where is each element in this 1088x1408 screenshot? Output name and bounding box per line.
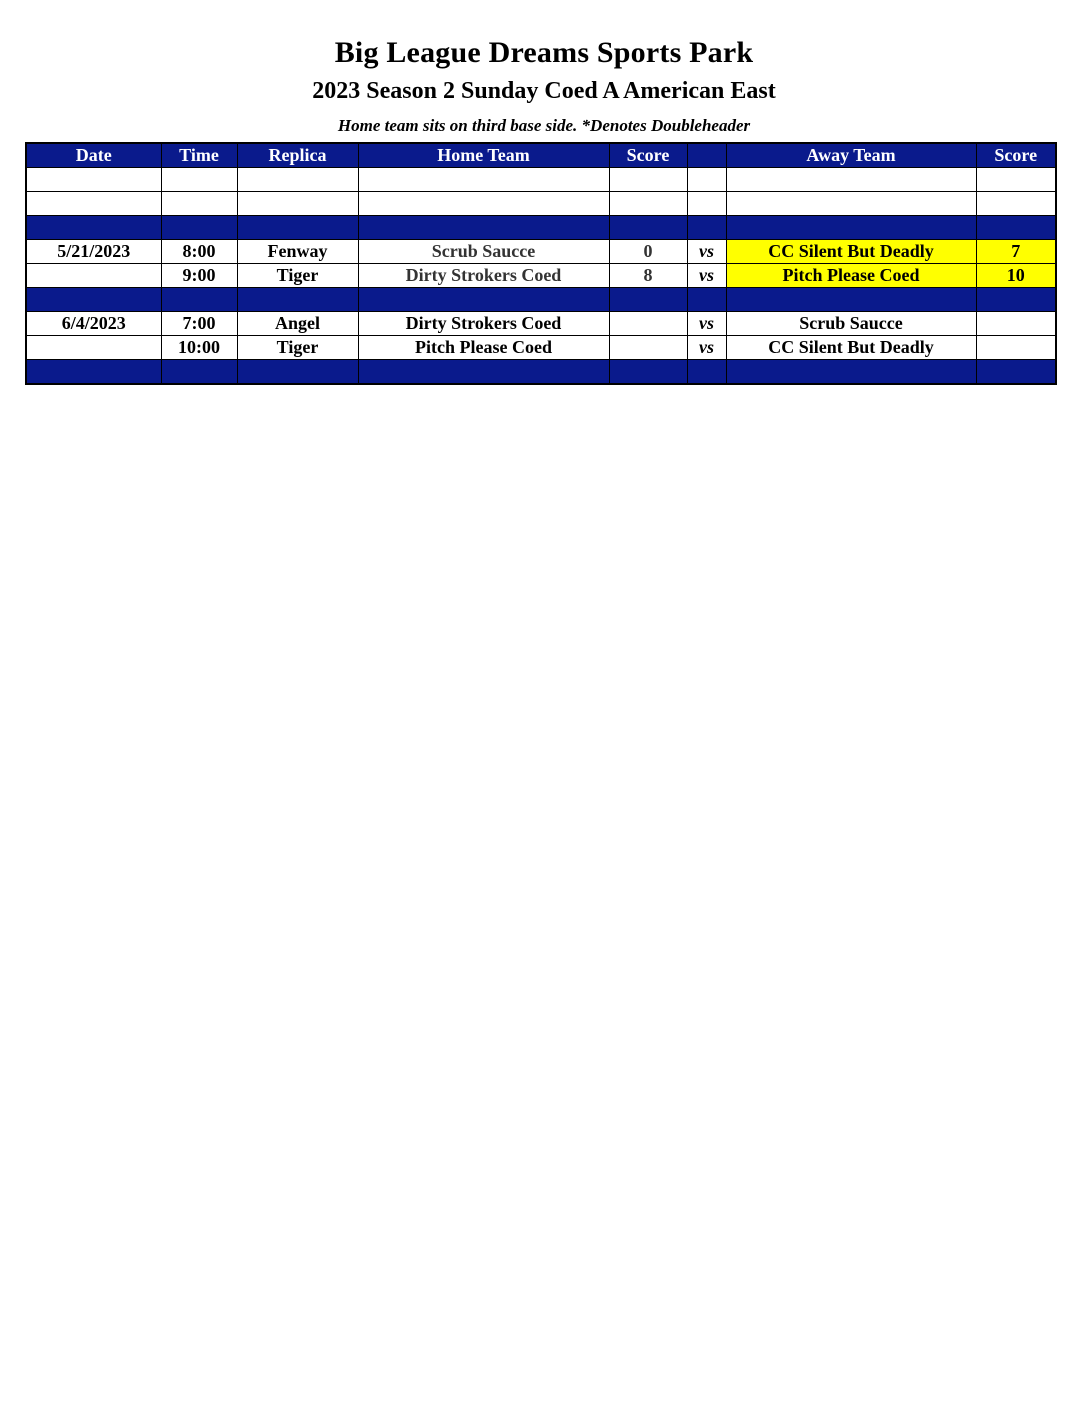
schedule-table	[25, 142, 1057, 385]
header-date: Date	[26, 143, 161, 168]
vs-label: vs	[687, 240, 726, 264]
header-vs	[687, 143, 726, 168]
game-date	[26, 264, 161, 288]
header-home-team: Home Team	[358, 143, 609, 168]
home-team: Dirty Strokers Coed	[358, 312, 609, 336]
separator-row	[26, 360, 1056, 385]
home-team: Dirty Strokers Coed	[358, 264, 609, 288]
away-score: 7	[976, 240, 1056, 264]
game-time: 9:00	[161, 264, 237, 288]
table-row	[26, 240, 1056, 264]
away-score: 10	[976, 264, 1056, 288]
vs-label: vs	[687, 312, 726, 336]
page-note: Home team sits on third base side. *Denotes Doubleheader	[337, 116, 751, 135]
game-replica: Angel	[237, 312, 358, 336]
game-replica: Tiger	[237, 336, 358, 360]
vs-label: vs	[687, 336, 726, 360]
empty-row	[26, 168, 1056, 192]
header-home-score: Score	[609, 143, 687, 168]
away-team: Scrub Saucce	[726, 312, 976, 336]
page-title: Big League Dreams Sports Park	[334, 36, 754, 69]
header-away-team: Away Team	[726, 143, 976, 168]
header-away-score: Score	[976, 143, 1056, 168]
table-header-row	[26, 143, 1056, 168]
table-row	[26, 312, 1056, 336]
game-date: 5/21/2023	[26, 240, 161, 264]
empty-row	[26, 192, 1056, 216]
game-time: 10:00	[161, 336, 237, 360]
away-score	[976, 312, 1056, 336]
game-replica: Fenway	[237, 240, 358, 264]
home-team: Scrub Saucce	[358, 240, 609, 264]
table-row	[26, 336, 1056, 360]
away-team: CC Silent But Deadly	[726, 240, 976, 264]
away-team: Pitch Please Coed	[726, 264, 976, 288]
game-replica: Tiger	[237, 264, 358, 288]
home-team: Pitch Please Coed	[358, 336, 609, 360]
home-score	[609, 336, 687, 360]
page-subtitle: 2023 Season 2 Sunday Coed A American East	[312, 78, 776, 104]
game-date: 6/4/2023	[26, 312, 161, 336]
home-score	[609, 312, 687, 336]
away-score	[976, 336, 1056, 360]
home-score: 8	[609, 264, 687, 288]
game-date	[26, 336, 161, 360]
vs-label: vs	[687, 264, 726, 288]
away-team: CC Silent But Deadly	[726, 336, 976, 360]
separator-row	[26, 216, 1056, 240]
home-score: 0	[609, 240, 687, 264]
header-time: Time	[161, 143, 237, 168]
game-time: 7:00	[161, 312, 237, 336]
table-row	[26, 264, 1056, 288]
separator-row	[26, 288, 1056, 312]
header-replica: Replica	[237, 143, 358, 168]
game-time: 8:00	[161, 240, 237, 264]
